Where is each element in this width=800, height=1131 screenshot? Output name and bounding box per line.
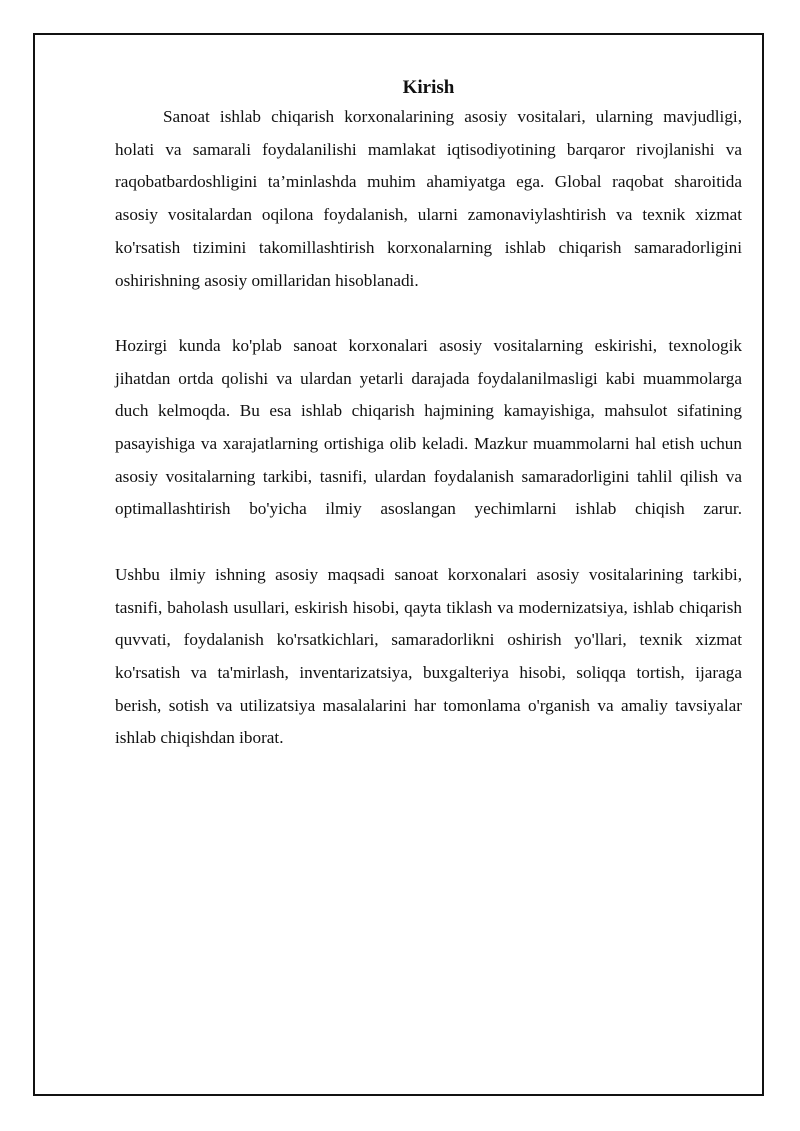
document-body (115, 75, 742, 755)
paragraph-spacer (115, 526, 742, 559)
paragraph-intro: Sanoat ishlab chiqarish korxonalarining asosiy vositalari, ularning mavjudligi, holati va samarali foydalanilishi mamlakat iqtisodiyotining barqaror rivojlanishi va raqobatbardoshligini ta’minlashda muhim ahamiyatga ega. Global raqobat sharoitida asosiy vositalardan oqilona foydalanish, ularni zamonaviylashtirish va texnik xizmat ko'rsatish tizimini takomillashtirish korxonalarning ishlab chiqarish samaradorligini oshirishning asosiy omillaridan hisoblanadi. (115, 107, 742, 290)
paragraph-problems: Hozirgi kunda ko'plab sanoat korxonalari asosiy vositalarning eskirishi, texnologik jihatdan ortda qolishi va ulardan yetarli darajada foydalanilmasligi kabi muammolarga duch kelmoqda. Bu esa ishlab chiqarish hajmining kamayishiga, mahsulot sifatining pasayishiga va xarajatlarning ortishiga olib keladi. Mazkur muammolarni hal etish uchun asosiy vositalarning tarkibi, tasnifi, ulardan foydalanish samaradorligini tahlil qilish va optimallashtirish bo'yicha ilmiy asoslangan yechimlarni ishlab chiqish zarur. (115, 335, 742, 519)
paragraph-spacer (115, 297, 742, 330)
paragraph-goal: Ushbu ilmiy ishning asosiy maqsadi sanoat korxonalari asosiy vositalarining tarkibi, tasnifi, baholash usullari, eskirish hisobi, qayta tiklash va modernizatsiya, ishlab chiqarish quvvati, foydalanish ko'rsatkichlari, samaradorlikni oshirish yo'llari, texnik xizmat ko'rsatish va ta'mirlash, inventarizatsiya, buxgalteriya hisobi, soliqqa tortish, ijaraga berish, sotish va utilizatsiya masalalarini har tomonlama o'rganish va amaliy tavsiyalar ishlab chiqishdan iborat. (115, 564, 742, 748)
page-title: Kirish (402, 77, 455, 98)
